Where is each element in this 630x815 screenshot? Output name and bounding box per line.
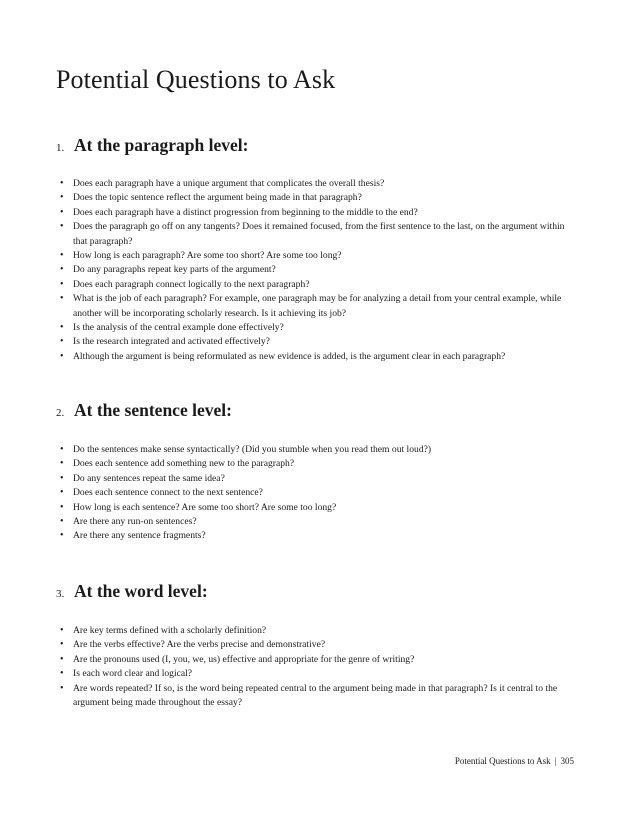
bullet-list xyxy=(60,624,576,710)
list-item: • What is the job of each paragraph? For example, one paragraph may be for analyzing a detail from your central example, while another will be incorporating scholarly research. Is it achieving its job? xyxy=(60,292,576,321)
list-item: • How long is each paragraph? Are some too short? Are some too long? xyxy=(60,249,576,263)
list-item: • Are the pronouns used (I, you, we, us) effective and appropriate for the genre of writing? xyxy=(60,653,576,667)
list-item: • Does the topic sentence reflect the argument being made in that paragraph? xyxy=(60,191,576,205)
list-item: • Does the paragraph go off on any tangents? Does it remained focused, from the first sentence to the last, on the argument within that paragraph? xyxy=(60,220,576,249)
list-item: • Is the analysis of the central example done effectively? xyxy=(60,321,576,335)
section-heading xyxy=(56,131,576,157)
bullet-list xyxy=(60,443,576,544)
list-item: • Are words repeated? If so, is the word being repeated central to the argument being made in that paragraph? Is it central to the argument being made throughout the essay? xyxy=(60,682,576,711)
list-item: • Is each word clear and logical? xyxy=(60,667,576,681)
section-paragraph-level xyxy=(56,131,576,362)
list-item: • Does each paragraph have a distinct progression from beginning to the middle to the end? xyxy=(60,206,576,220)
page-number: 305 xyxy=(560,756,574,766)
section-heading xyxy=(56,577,576,603)
section-word-level xyxy=(56,577,576,709)
list-item: • Are there any sentence fragments? xyxy=(60,529,576,543)
section-number: 1. xyxy=(56,142,65,154)
list-item: • How long is each sentence? Are some too short? Are some too long? xyxy=(60,501,576,515)
footer-separator: | xyxy=(554,756,557,766)
list-item: • Are key terms defined with a scholarly definition? xyxy=(60,624,576,638)
page-footer xyxy=(455,754,574,768)
list-item: • Does each paragraph have a unique argument that complicates the overall thesis? xyxy=(60,177,576,191)
list-item: • Although the argument is being reformulated as new evidence is added, is the argument clear in each paragraph? xyxy=(60,350,576,364)
list-item: • Are the verbs effective? Are the verbs precise and demonstrative? xyxy=(60,638,576,652)
running-title: Potential Questions to Ask xyxy=(454,756,551,766)
list-item: • Do any paragraphs repeat key parts of the argument? xyxy=(60,263,576,277)
list-item: • Does each sentence add something new to the paragraph? xyxy=(60,457,576,471)
list-item: • Does each paragraph connect logically to the next paragraph? xyxy=(60,278,576,292)
section-sentence-level xyxy=(56,396,576,542)
section-heading-text: At the sentence level: xyxy=(74,400,232,420)
list-item: • Do the sentences make sense syntactically? (Did you stumble when you read them out loud?) xyxy=(60,443,576,457)
section-number: 3. xyxy=(56,588,65,600)
section-heading xyxy=(56,396,576,422)
section-number: 2. xyxy=(56,407,65,419)
list-item: • Are there any run-on sentences? xyxy=(60,515,576,529)
page-title: Potential Questions to Ask xyxy=(56,65,336,94)
list-item: • Is the research integrated and activated effectively? xyxy=(60,335,576,349)
list-item: • Does each sentence connect to the next sentence? xyxy=(60,486,576,500)
section-heading-text: At the paragraph level: xyxy=(74,135,249,155)
bullet-list xyxy=(60,177,576,364)
list-item: • Do any sentences repeat the same idea? xyxy=(60,472,576,486)
section-heading-text: At the word level: xyxy=(74,581,208,601)
